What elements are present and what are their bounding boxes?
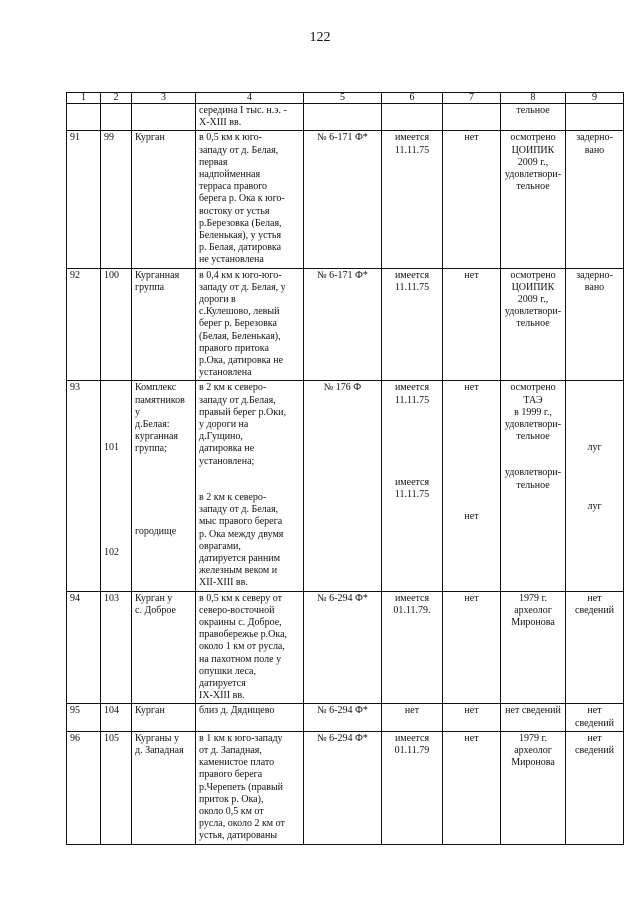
table-row: [67, 131, 624, 268]
location-cell: близ д. Дядищево: [199, 705, 275, 717]
presence-cell: имеется 01.11.79.: [393, 592, 431, 616]
table-row: [67, 704, 624, 731]
col7-cell: нет: [464, 592, 479, 604]
inspection-cell: осмотрено ТАЭ в 1999 г., удовлетвори- тельное: [504, 382, 562, 443]
registry-number: 99: [104, 132, 114, 144]
monument-name: Курган у с. Доброе: [135, 592, 176, 616]
column-header: 1: [67, 93, 101, 104]
column-header: 3: [132, 93, 196, 104]
monument-name: городище: [135, 525, 177, 537]
registry-number: 103: [104, 592, 119, 604]
table-row: [67, 731, 624, 844]
inspection-cell: тельное: [516, 105, 550, 116]
land-cell: луг: [587, 442, 602, 454]
monument-name: Курганная группа: [135, 269, 180, 293]
document-cell: № 6-171 Ф*: [317, 132, 368, 144]
document-cell: № 176 Ф: [323, 382, 362, 394]
document-cell: № 6-294 Ф*: [317, 592, 368, 604]
column-header: 9: [566, 93, 624, 104]
column-header: 8: [501, 93, 566, 104]
row-number: 95: [70, 705, 80, 717]
location-cell: в 0,4 км к юго-юго- западу от д. Белая, у дороги в с.Кулешово, левый берег р. Березовка (Белая, Беленькая), правого притока р.Ока, датировка не установлена: [199, 269, 286, 379]
land-cell: луг: [587, 500, 602, 512]
row-number: 91: [70, 132, 80, 144]
inspection-cell: осмотрено ЦОИПИК 2009 г., удовлетвори- тельное: [504, 269, 562, 330]
location-cell: в 1 км к юго-западу от д. Западная, каменистое плато правого берега р.Черепеть (правый приток р. Ока), около 0,5 км от русла, около 2 км от устья, датированы: [199, 732, 285, 842]
table-row: [67, 268, 624, 381]
col7-cell: нет: [464, 510, 479, 522]
presence-cell: имеется 11.11.75: [394, 269, 430, 293]
monument-name: курганная группа;: [135, 431, 178, 455]
column-header: 4: [196, 93, 304, 104]
table-row-continuation: [67, 104, 624, 131]
column-header: 6: [382, 93, 443, 104]
col7-cell: нет: [464, 269, 479, 281]
monument-name: Курган: [135, 132, 165, 144]
land-cell: нет сведений: [575, 732, 614, 756]
inspection-cell: удовлетвори- тельное: [504, 467, 562, 491]
location-cell: в 0,5 км к юго- западу от д. Белая, первая надпойменная терраса правого берега р. Ока к юго- востоку от устья р.Березовка (Белая, Беленькая), у устья р. Белая, датировка не установлена: [199, 132, 285, 266]
table-row: [67, 591, 624, 704]
location-cell: в 0,5 км к северу от северо-восточной окраины с. Доброе, правобережье р.Ока, около 1 км от русла, на пахотном поле у опушки леса, датируется IX-XIII вв.: [199, 592, 288, 702]
land-cell: задерно- вано: [576, 269, 613, 293]
location-cell: середина I тыс. н.э. - X-XIII вв.: [199, 105, 287, 129]
row-number: 92: [70, 269, 80, 281]
col7-cell: нет: [464, 132, 479, 144]
location-cell: в 2 км к северо- западу от д. Белая, мыс правого берега р. Ока между двумя оврагами, датируется ранним железным веком и XII-XIII вв.: [199, 491, 284, 589]
col7-cell: нет: [464, 382, 479, 394]
document-cell: № 6-171 Ф*: [317, 269, 368, 281]
land-cell: задерно- вано: [576, 132, 613, 156]
table-header-row: [67, 93, 624, 104]
registry-number: 101: [104, 442, 119, 454]
document-cell: № 6-294 Ф*: [317, 732, 368, 744]
land-cell: нет сведений: [575, 592, 614, 616]
registry-number: 104: [104, 705, 119, 717]
registry-number: 102: [104, 546, 119, 558]
column-header: 7: [443, 93, 501, 104]
column-header: 5: [304, 93, 382, 104]
col7-cell: нет: [464, 732, 479, 744]
inspection-cell: 1979 г. археолог Миронова: [511, 732, 555, 769]
inspection-cell: 1979 г. археолог Миронова: [511, 592, 555, 628]
registry-number: 105: [104, 732, 119, 744]
document-cell: № 6-294 Ф*: [317, 705, 368, 717]
presence-cell: имеется 11.11.75: [394, 132, 430, 156]
complex-name: Комплекс памятников у д.Белая:: [135, 382, 185, 431]
presence-cell: имеется 01.11.79: [394, 732, 430, 756]
monument-name: Курганы у д. Западная: [135, 732, 184, 756]
registry-number: 100: [104, 269, 119, 281]
col7-cell: нет: [464, 705, 479, 717]
row-number: 96: [70, 732, 80, 744]
presence-cell: имеется 11.11.75: [394, 382, 430, 406]
presence-cell: имеется 11.11.75: [394, 476, 430, 501]
row-number: 93: [70, 382, 80, 394]
presence-cell: нет: [404, 705, 420, 717]
column-header: 2: [101, 93, 132, 104]
page-number: 122: [309, 30, 331, 45]
inspection-cell: осмотрено ЦОИПИК 2009 г., удовлетвори- тельное: [504, 132, 562, 193]
land-cell: нет сведений: [575, 705, 614, 729]
inspection-cell: нет сведений: [505, 705, 561, 717]
monuments-table: [66, 92, 624, 845]
location-cell: в 2 км к северо- западу от д.Белая, правый берег р.Оки, у дороги на д.Гущино, датировка не установлена;: [199, 382, 286, 467]
table-row: [67, 381, 624, 591]
row-number: 94: [70, 592, 80, 604]
monument-name: Курган: [135, 705, 165, 717]
